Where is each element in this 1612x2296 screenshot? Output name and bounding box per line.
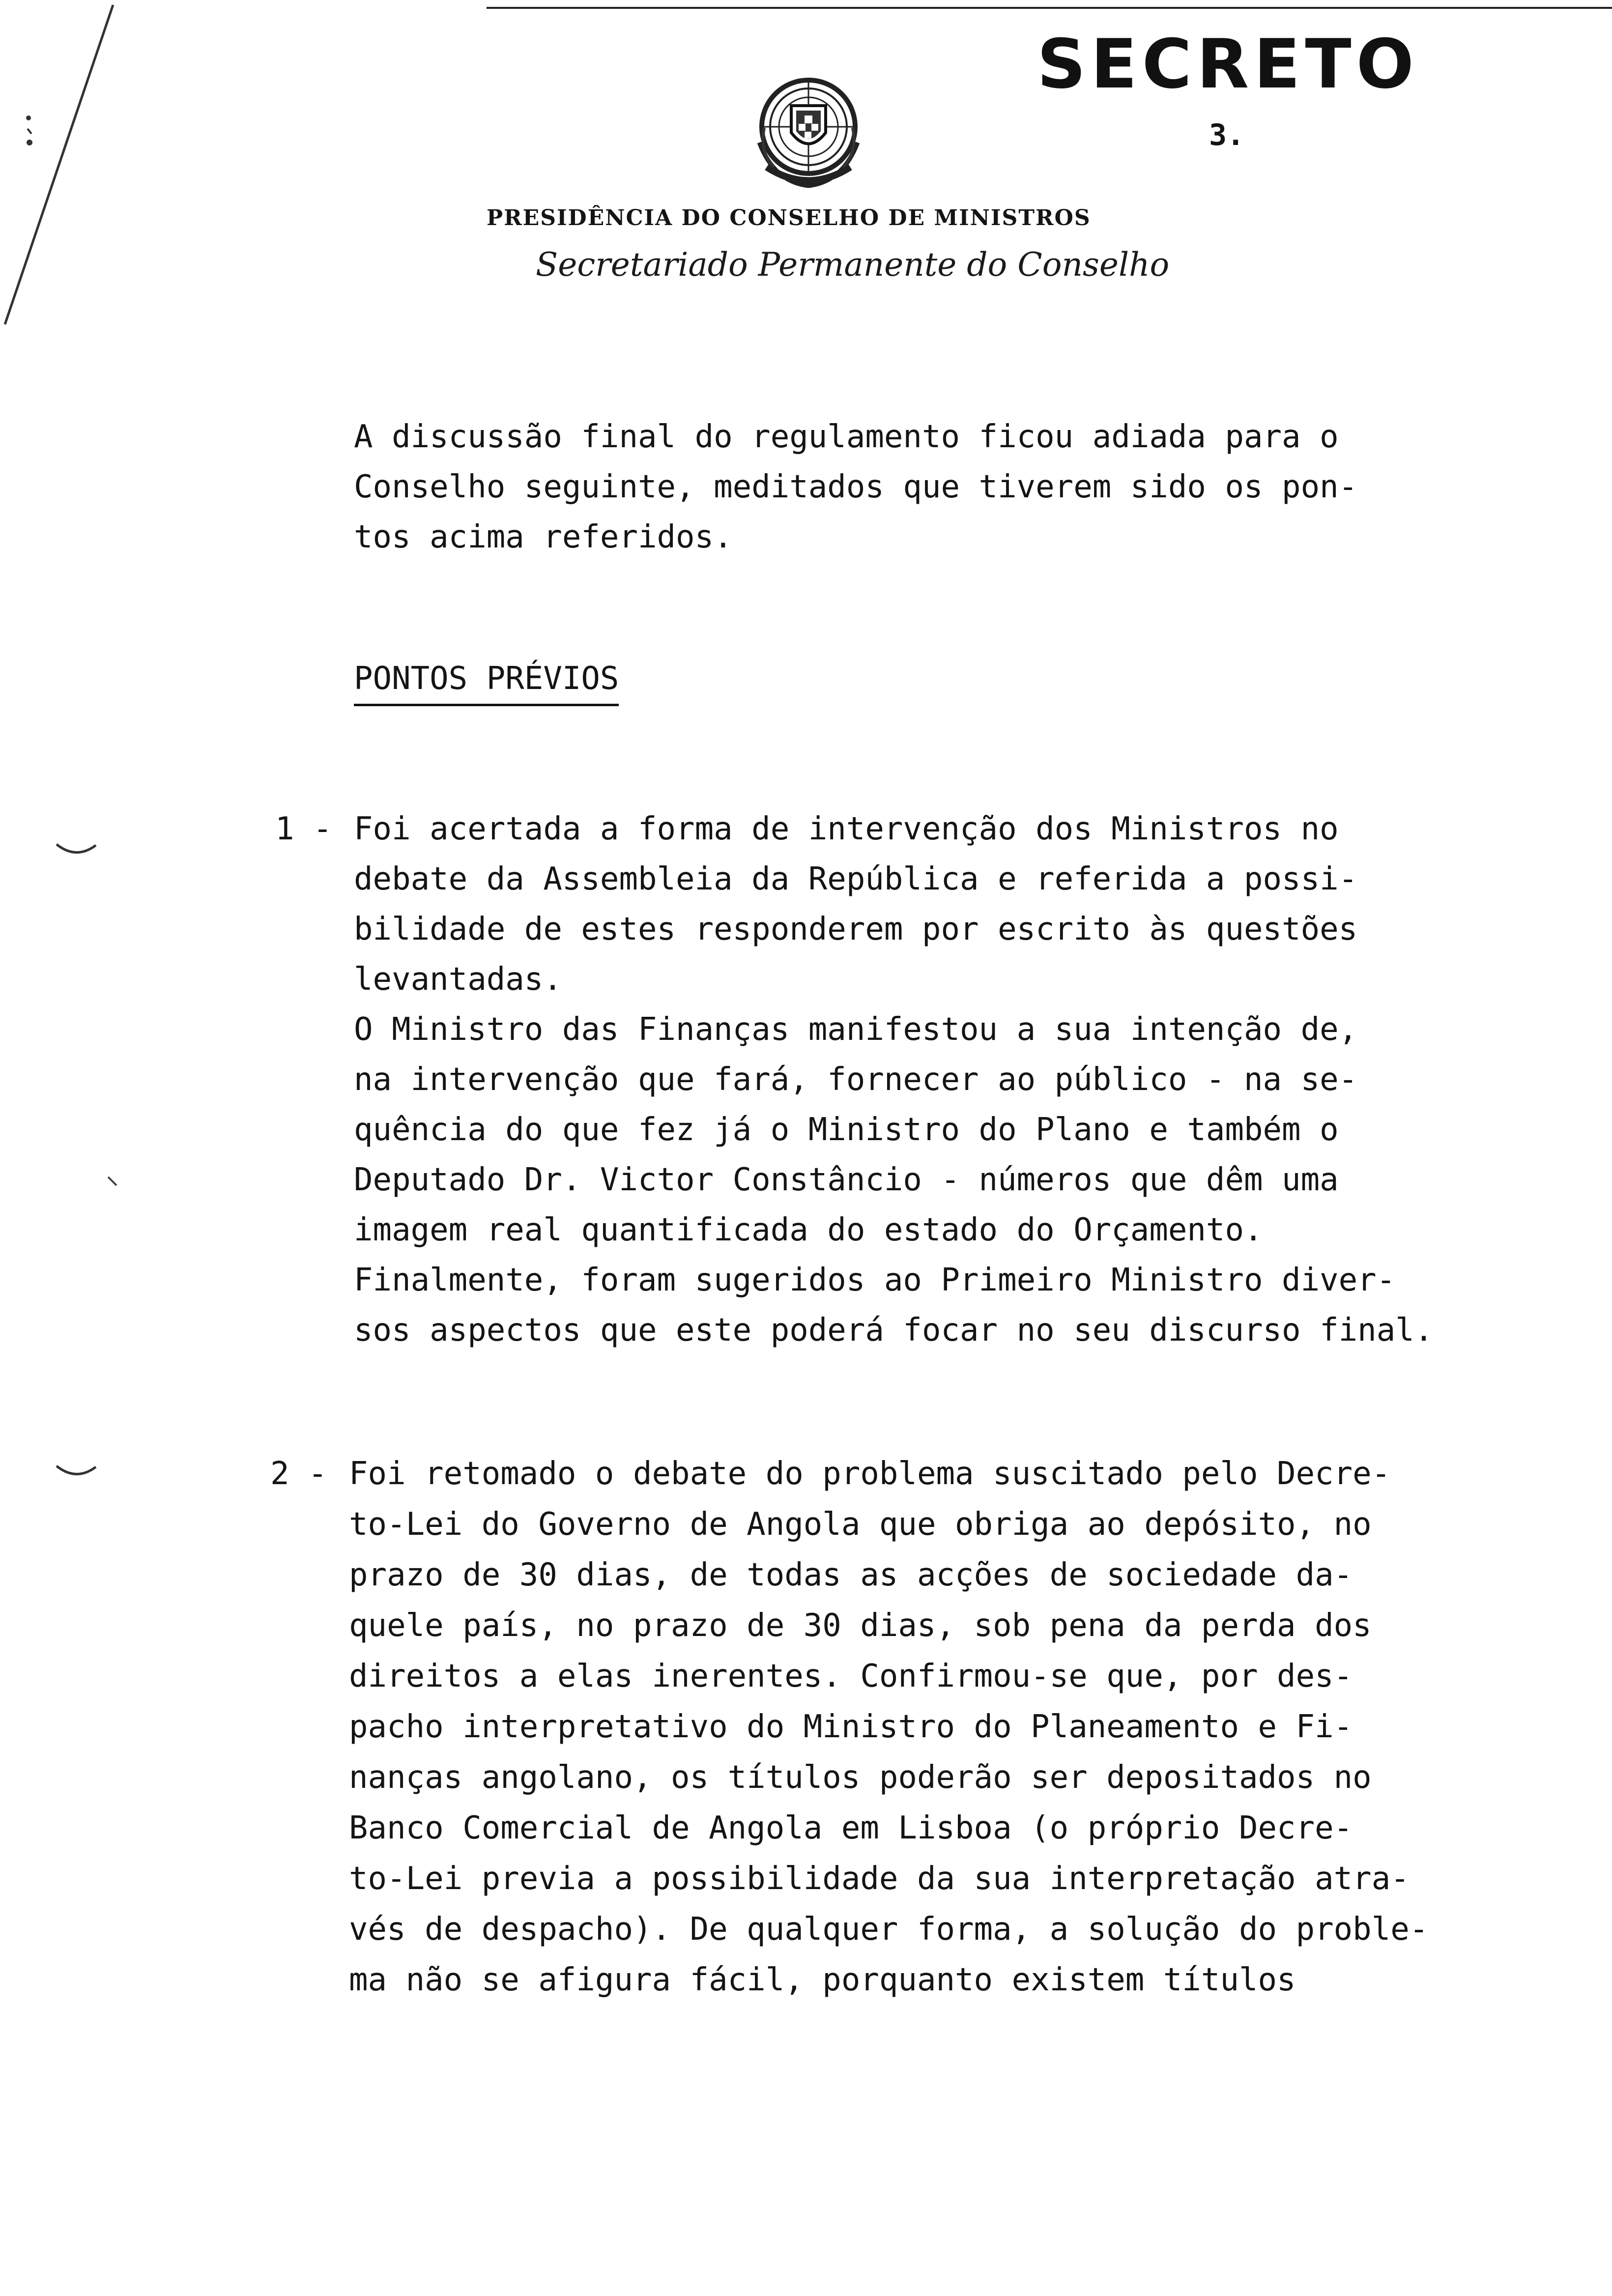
text-line: A discussão final do regulamento ficou adiada para o: [354, 419, 1339, 455]
text-line: vés de despacho). De qualquer forma, a solução do proble-: [349, 1911, 1429, 1948]
text-line: sos aspectos que este poderá focar no seu discurso final.: [354, 1312, 1434, 1349]
letterhead-department: Secretariado Permanente do Conselho: [536, 246, 1170, 284]
page-number: 3.: [1209, 118, 1245, 152]
text-line: Banco Comercial de Angola em Lisboa (o próprio Decre-: [349, 1810, 1353, 1846]
classification-stamp: SECRETO: [1037, 25, 1419, 104]
text-line: quele país, no prazo de 30 dias, sob pena da perda dos: [349, 1607, 1372, 1644]
text-line: na intervenção que fará, fornecer ao público - na se-: [354, 1062, 1358, 1098]
text-line: levantadas.: [354, 961, 562, 998]
text-line: prazo de 30 dias, de todas as acções de sociedade da-: [349, 1557, 1353, 1593]
punch-mark-icon: [54, 1462, 98, 1482]
text-line: Deputado Dr. Victor Constâncio - números que dêm uma: [354, 1162, 1339, 1198]
item-number: 1 -: [275, 811, 332, 847]
item-number: 2 -: [270, 1456, 327, 1492]
top-rule: [487, 7, 1612, 9]
text-line: O Ministro das Finanças manifestou a sua intenção de,: [354, 1011, 1358, 1048]
text-line: Foi retomado o debate do problema suscitado pelo Decre-: [349, 1456, 1391, 1492]
text-line: tos acima referidos.: [354, 519, 733, 555]
ink-speck-icon: [106, 1175, 120, 1189]
letterhead-organization: PRESIDÊNCIA DO CONSELHO DE MINISTROS: [487, 205, 1091, 230]
text-line: imagem real quantificada do estado do Orçamento.: [354, 1212, 1263, 1248]
item-body: [349, 1449, 1428, 2006]
text-line: Finalmente, foram sugeridos ao Primeiro Ministro diver-: [354, 1262, 1396, 1298]
item-body: [354, 804, 1433, 1355]
text-line: Conselho seguinte, meditados que tiverem sido os pon-: [354, 469, 1358, 505]
intro-paragraph: [354, 412, 1357, 562]
text-line: bilidade de estes responderem por escrito às questões: [354, 911, 1358, 947]
text-line: Foi acertada a forma de intervenção dos Ministros no: [354, 811, 1339, 847]
text-line: debate da Assembleia da República e referida a possi-: [354, 861, 1358, 897]
text-line: quência do que fez já o Ministro do Plano e também o: [354, 1112, 1339, 1148]
text-line: to-Lei previa a possibilidade da sua interpretação atra-: [349, 1861, 1410, 1897]
text-line: ma não se afigura fácil, porquanto existem títulos: [349, 1962, 1296, 1998]
text-line: direitos a elas inerentes. Confirmou-se que, por des-: [349, 1658, 1353, 1694]
text-line: pacho interpretativo do Ministro do Planeamento e Fi-: [349, 1709, 1353, 1745]
portuguese-coat-of-arms-icon: [745, 69, 872, 192]
text-line: nanças angolano, os títulos poderão ser depositados no: [349, 1759, 1372, 1796]
section-heading: PONTOS PRÉVIOS: [354, 657, 619, 706]
punch-mark-icon: [54, 840, 98, 860]
margin-pen-stroke: [0, 0, 128, 354]
text-line: to-Lei do Governo de Angola que obriga ao depósito, no: [349, 1506, 1372, 1543]
